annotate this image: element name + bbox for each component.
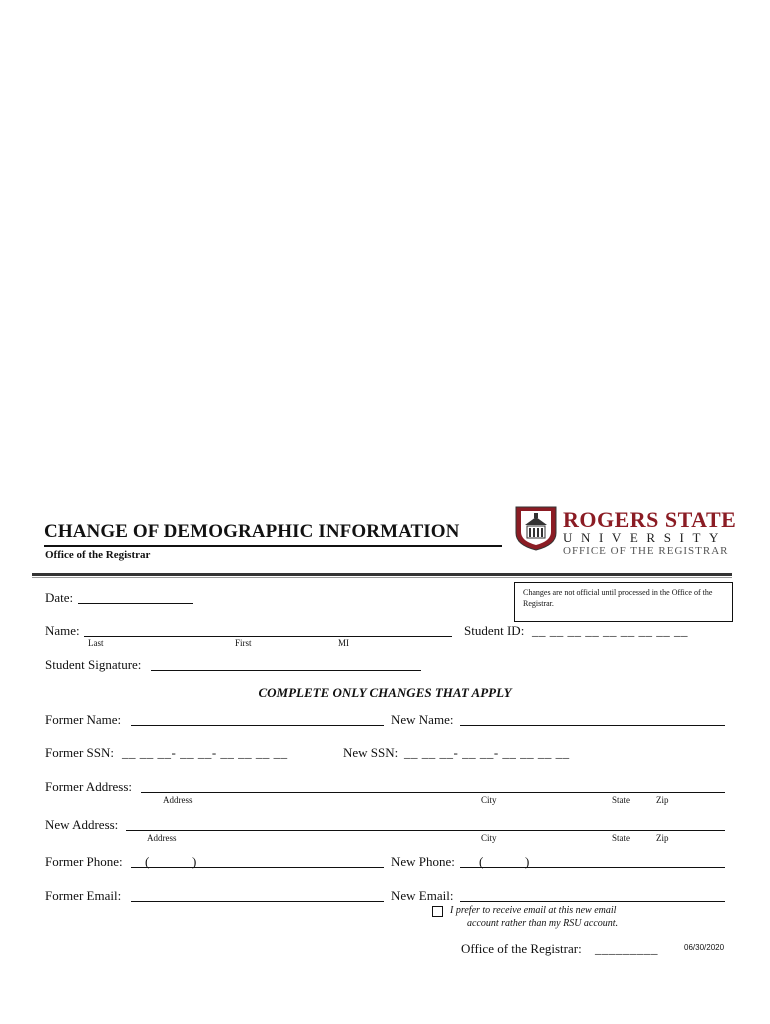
new-address-sublabel-address: Address xyxy=(147,833,177,843)
date-field[interactable] xyxy=(78,603,193,604)
former-address-field[interactable] xyxy=(141,792,725,793)
former-phone-paren-open: ( xyxy=(145,854,150,869)
new-phone-paren-open: ( xyxy=(479,854,484,869)
name-sublabel-mi: MI xyxy=(338,638,349,648)
new-address-sublabel-zip: Zip xyxy=(656,833,669,843)
university-seal-icon xyxy=(513,505,559,551)
new-address-label: New Address: xyxy=(45,817,119,832)
former-address-sublabel-zip: Zip xyxy=(656,795,669,805)
new-phone-paren-close: ) xyxy=(525,854,530,869)
email-preference-line2: account rather than my RSU account. xyxy=(467,918,619,929)
name-sublabel-first: First xyxy=(235,638,252,648)
title-underline xyxy=(44,545,502,547)
former-name-label: Former Name: xyxy=(45,712,122,727)
page-title: CHANGE OF DEMOGRAPHIC INFORMATION xyxy=(44,521,460,542)
name-sublabel-last: Last xyxy=(88,638,104,648)
new-phone-label: New Phone: xyxy=(391,854,455,869)
new-email-field[interactable] xyxy=(460,901,725,902)
logo-university-name: ROGERS STATE xyxy=(563,507,737,532)
new-name-label: New Name: xyxy=(391,712,454,727)
new-address-field[interactable] xyxy=(126,830,725,831)
former-email-field[interactable] xyxy=(131,901,384,902)
former-phone-field[interactable] xyxy=(131,867,384,868)
new-address-sublabel-state: State xyxy=(612,833,630,843)
former-phone-paren-close: ) xyxy=(192,854,197,869)
header-divider xyxy=(32,573,732,576)
signature-label: Student Signature: xyxy=(45,657,142,672)
email-preference-text xyxy=(450,904,618,930)
former-phone-label: Former Phone: xyxy=(45,854,123,869)
email-preference-checkbox[interactable] xyxy=(432,906,443,917)
form-revision-date: 06/30/2020 xyxy=(684,943,725,952)
former-address-sublabel-state: State xyxy=(612,795,630,805)
new-email-label: New Email: xyxy=(391,888,454,903)
former-address-sublabel-city: City xyxy=(481,795,497,805)
office-use-field[interactable]: _________ xyxy=(595,941,658,956)
office-use-label: Office of the Registrar: xyxy=(461,941,582,956)
former-address-label: Former Address: xyxy=(45,779,133,794)
new-name-field[interactable] xyxy=(460,725,725,726)
former-ssn-label: Former SSN: xyxy=(45,745,114,760)
former-address-sublabel-address: Address xyxy=(163,795,193,805)
name-label: Name: xyxy=(45,623,80,638)
student-id-label: Student ID: xyxy=(464,623,525,638)
logo-university-word: UNIVERSITY xyxy=(563,530,727,545)
official-notice-box: Changes are not official until processed in the Office of the Registrar. xyxy=(514,582,733,622)
former-ssn-field[interactable]: __ __ __- __ __- __ __ __ __ xyxy=(122,745,288,760)
date-label: Date: xyxy=(45,590,74,605)
former-email-label: Former Email: xyxy=(45,888,122,903)
header-divider-shadow xyxy=(32,577,732,578)
logo-office-name: OFFICE OF THE REGISTRAR xyxy=(563,545,729,557)
email-preference-line1: I prefer to receive email at this new email xyxy=(450,905,617,916)
student-id-field[interactable]: __ __ __ __ __ __ __ __ __ xyxy=(532,623,688,638)
former-name-field[interactable] xyxy=(131,725,384,726)
new-phone-field[interactable] xyxy=(460,867,725,868)
changes-heading: COMPLETE ONLY CHANGES THAT APPLY xyxy=(258,685,512,700)
new-ssn-field[interactable]: __ __ __- __ __- __ __ __ __ xyxy=(404,745,570,760)
new-ssn-label: New SSN: xyxy=(343,745,399,760)
new-address-sublabel-city: City xyxy=(481,833,497,843)
page-subtitle: Office of the Registrar xyxy=(45,549,151,561)
name-field[interactable] xyxy=(84,636,452,637)
signature-field[interactable] xyxy=(151,670,421,671)
